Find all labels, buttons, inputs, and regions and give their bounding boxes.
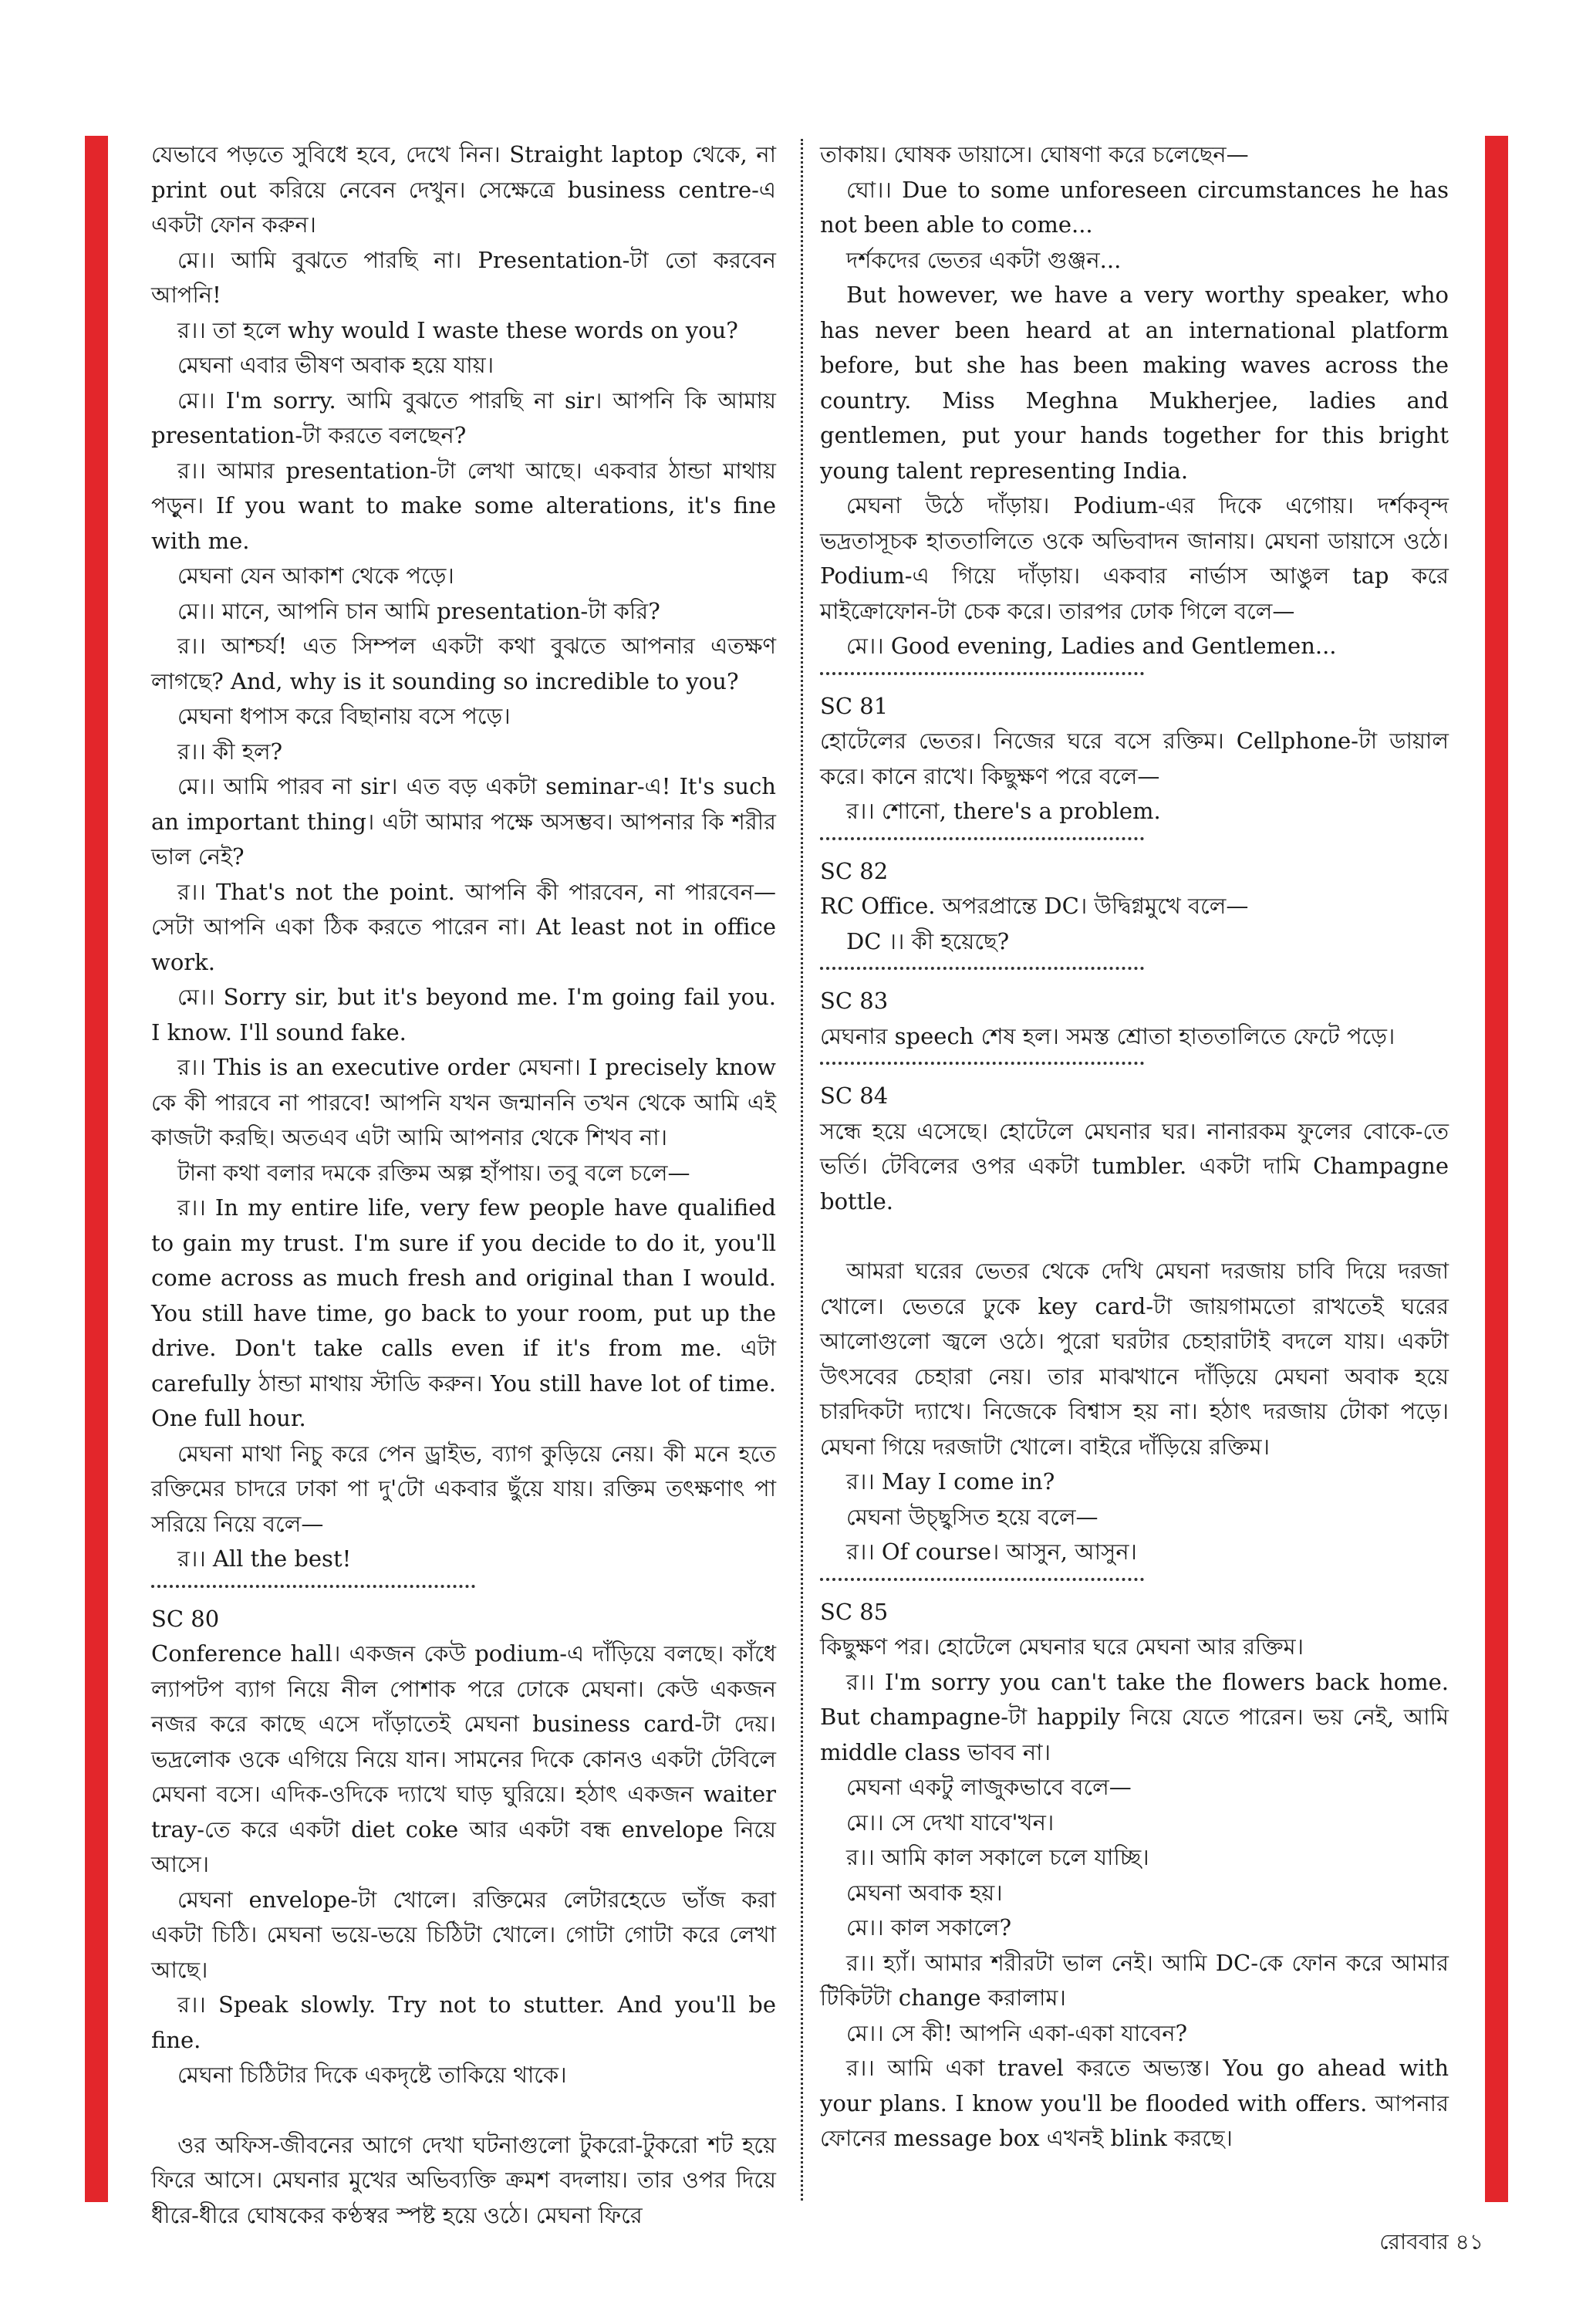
scene-heading: SC 85 xyxy=(820,1598,889,1625)
paragraph: মে।। I'm sorry. আমি বুঝতে পারছি না sir। আপনি কি আমায় presentation-টা করতে বলছেন? xyxy=(151,387,776,448)
paragraph: র।। Speak slowly. Try not to stutter. And you'll be fine. xyxy=(151,1991,776,2053)
page-footer: রোববার ৪১ xyxy=(1379,2229,1483,2255)
section-separator xyxy=(820,967,1144,970)
paragraph: মেঘনা ধপাস করে বিছানায় বসে পড়ে। xyxy=(177,703,511,729)
section-separator xyxy=(820,837,1144,840)
paragraph: মেঘনার speech শেষ হল। সমস্ত শ্রোতা হাততালিতে ফেটে পড়ে। xyxy=(820,1022,1395,1049)
paragraph: Conference hall। একজন কেউ podium-এ দাঁড়িয়ে বলছে। কাঁধে ল্যাপটপ ব্যাগ নিয়ে নীল পোশাক পরে ঢোকে মেঘনা। কেউ একজন নজর করে কাছে এসে দাঁড়াতেই মেঘনা business card-টা দেয়। ভদ্রলোক ওকে এগিয়ে নিয়ে যান। সামনের দিকে কোনও একটা টেবিলে মেঘনা বসে। এদিক-ওদিকে দ্যাখে ঘাড় ঘুরিয়ে। হঠাৎ একজন waiter tray-তে করে একটা diet coke আর একটা বন্ধ envelope নিয়ে আসে। xyxy=(151,1640,776,1877)
paragraph: মে।। আমি বুঝতে পারছি না। Presentation-টা তো করবেন আপনি! xyxy=(151,246,776,308)
section-separator xyxy=(820,1578,1144,1581)
paragraph: মে।। সে দেখা যাবে'খন। xyxy=(846,1809,1055,1836)
paragraph: ঘো।। Due to some unforeseen circumstances he has not been able to come... xyxy=(820,176,1449,238)
paragraph: র।। কী হল? xyxy=(177,738,283,765)
paragraph: র।। In my entire life, very few people have qualified to gain my trust. I'm sure if you decide to do it, you'll come across as much fresh and original than I would. You still have time, go back to your room, put up the drive. Don't take calls even if it's from me. এটা carefully ঠান্ডা মাথায় স্টাডি করুন। You still have lot of time. One full hour. xyxy=(151,1194,776,1431)
scene-heading: SC 80 xyxy=(151,1605,220,1632)
scene-heading: SC 81 xyxy=(820,692,889,719)
paragraph: মেঘনা যেন আকাশ থেকে পড়ে। xyxy=(177,562,454,589)
paragraph: র।। আমি একা travel করতে অভ্যস্ত। You go ahead with your plans. I know you'll be flooded with offers. আপনার ফোনের message box এখনই blink করছে। xyxy=(820,2055,1449,2151)
paragraph: র।। আমি কাল সকালে চলে যাচ্ছি। xyxy=(846,1844,1149,1870)
column-divider xyxy=(801,139,803,2201)
paragraph: র।। আমার presentation-টা লেখা আছে। একবার ঠান্ডা মাথায় পড়ুন। If you want to make some alterations, it's fine with me. xyxy=(151,457,776,554)
paragraph: মে।। সে কী! আপনি একা-একা যাবেন? xyxy=(846,2019,1188,2046)
paragraph: হোটেলের ভেতর। নিজের ঘরে বসে রক্তিম। Cellphone-টা ডায়াল করে। কানে রাখে। কিছুক্ষণ পরে বলে— xyxy=(820,728,1449,789)
paragraph: টানা কথা বলার দমকে রক্তিম অল্প হাঁপায়। তবু বলে চলে— xyxy=(177,1159,690,1186)
section-separator xyxy=(151,1585,475,1588)
paragraph: তাকায়। ঘোষক ডায়াসে। ঘোষণা করে চলেছেন— xyxy=(820,141,1249,167)
paragraph: র।। শোনো, there's a problem. xyxy=(846,798,1161,824)
paragraph: মেঘনা একটু লাজুকভাবে বলে— xyxy=(846,1774,1132,1800)
paragraph: মেঘনা এবার ভীষণ অবাক হয়ে যায়। xyxy=(177,352,494,378)
section-separator xyxy=(820,1062,1144,1065)
paragraph: মেঘনা চিঠিটার দিকে একদৃষ্টে তাকিয়ে থাকে। xyxy=(177,2062,567,2088)
paragraph: মেঘনা envelope-টা খোলে। রক্তিমের লেটারহেডে ভাঁজ করা একটা চিঠি। মেঘনা ভয়ে-ভয়ে চিঠিটা খোলে। গোটা গোটা করে লেখা আছে। xyxy=(151,1886,776,1983)
paragraph: দর্শকদের ভেতর একটা গুঞ্জন... xyxy=(846,246,1122,273)
paragraph: র।। আশ্চর্য! এত সিম্পল একটা কথা বুঝতে আপনার এতক্ষণ লাগছে? And, why is it sounding so incredible to you? xyxy=(151,633,776,694)
paragraph: মে।। আমি পারব না sir। এত বড় একটা seminar-এ! It's such an important thing। এটা আমার পক্ষে অসম্ভব। আপনার কি শরীর ভাল নেই? xyxy=(151,773,776,870)
scene-heading: SC 83 xyxy=(820,988,889,1014)
left-text-column xyxy=(151,137,776,2233)
paragraph: মেঘনা উচ্ছ্বসিত হয়ে বলে— xyxy=(846,1503,1098,1530)
left-red-margin-bar xyxy=(85,136,108,2202)
paragraph: র।। This is an executive order মেঘনা। I precisely know কে কী পারবে না পারবে! আপনি যখন জন্মাননি তখন থেকে আমি এই কাজটা করছি। অতএব এটা আমি আপনার থেকে শিখব না। xyxy=(151,1054,776,1150)
paragraph: মেঘনা মাথা নিচু করে পেন ড্রাইভ, ব্যাগ কুড়িয়ে নেয়। কী মনে হতে রক্তিমের চাদরে ঢাকা পা দু'টো একবার ছুঁয়ে যায়। রক্তিম তৎক্ষণাৎ পা সরিয়ে নিয়ে বলে— xyxy=(151,1440,776,1537)
paragraph: সন্ধে হয়ে এসেছে। হোটেলে মেঘনার ঘর। নানারকম ফুলের বোকে-তে ভর্তি। টেবিলের ওপর একটা tumbler. একটা দামি Champagne bottle. xyxy=(820,1117,1449,1214)
scene-heading: SC 84 xyxy=(820,1083,889,1109)
paragraph: র।। I'm sorry you can't take the flowers back home. But champagne-টা happily নিয়ে যেতে পারেন। ভয় নেই, আমি middle class ভাবব না। xyxy=(820,1668,1449,1765)
right-red-margin-bar xyxy=(1485,136,1508,2202)
section-separator xyxy=(820,672,1144,675)
paragraph: র।। Of course। আসুন, আসুন। xyxy=(846,1539,1137,1565)
paragraph: কিছুক্ষণ পর। হোটেলে মেঘনার ঘরে মেঘনা আর রক্তিম। xyxy=(820,1633,1304,1660)
paragraph: র।। All the best! xyxy=(177,1545,352,1572)
paragraph: মেঘনা অবাক হয়। xyxy=(846,1879,1003,1906)
paragraph: But however, we have a very worthy speaker, who has never been heard at an international platform before, but she has been making waves across the country. Miss Meghna Mukherjee, ladies and gentlemen, put your hands together for this bright young talent representing India. xyxy=(820,282,1449,484)
paragraph: মে।। Sorry sir, but it's beyond me. I'm going fail you. I know. I'll sound fake. xyxy=(151,984,776,1045)
paragraph: র।। May I come in? xyxy=(846,1468,1055,1495)
paragraph: DC ।। কী হয়েছে? xyxy=(846,927,1010,954)
paragraph: মে।। মানে, আপনি চান আমি presentation-টা করি? xyxy=(177,597,660,624)
scene-heading: SC 82 xyxy=(820,857,889,884)
paragraph: RC Office. অপরপ্রান্তে DC। উদ্বিগ্নমুখে বলে— xyxy=(820,893,1249,919)
paragraph: মে।। কাল সকালে? xyxy=(846,1914,1012,1941)
paragraph: আমরা ঘরের ভেতর থেকে দেখি মেঘনা দরজায় চাবি দিয়ে দরজা খোলে। ভেতরে ঢুকে key card-টা জায়গামতো রাখতেই ঘরের আলোগুলো জ্বলে ওঠে। পুরো ঘরটার চেহারাটাই বদলে যায়। একটা উৎসবের চেহারা নেয়। তার মাঝখানে দাঁড়িয়ে মেঘনা অবাক হয়ে চারদিকটা দ্যাখে। নিজেকে বিশ্বাস হয় না। হঠাৎ দরজায় টোকা পড়ে। মেঘনা গিয়ে দরজাটা খোলে। বাইরে দাঁড়িয়ে রক্তিম। xyxy=(820,1258,1449,1460)
paragraph: মে।। Good evening, Ladies and Gentlemen... xyxy=(846,633,1337,659)
paragraph: র।। তা হলে why would I waste these words on you? xyxy=(177,316,738,343)
paragraph: র।। That's not the point. আপনি কী পারবেন, না পারবেন—সেটা আপনি একা ঠিক করতে পারেন না। At least not in office work. xyxy=(151,878,776,975)
paragraph: ওর অফিস-জীবনের আগে দেখা ঘটনাগুলো টুকরো-টুকরো শট হয়ে ফিরে আসে। মেঘনার মুখের অভিব্যক্তি ক্রমশ বদলায়। তার ওপর দিয়ে ধীরে-ধীরে ঘোষকের কণ্ঠস্বর স্পষ্ট হয়ে ওঠে। মেঘনা ফিরে xyxy=(151,2131,776,2228)
paragraph: যেভাবে পড়তে সুবিধে হবে, দেখে নিন। Straight laptop থেকে, না print out করিয়ে নেবেন দেখুন। সেক্ষেত্রে business centre-এ একটা ফোন করুন। xyxy=(151,141,776,238)
right-text-column xyxy=(820,137,1449,2157)
paragraph: র।। হ্যাঁ। আমার শরীরটা ভাল নেই। আমি DC-কে ফোন করে আমার টিকিটটা change করালাম। xyxy=(820,1949,1449,2011)
paragraph: মেঘনা উঠে দাঁড়ায়। Podium-এর দিকে এগোয়। দর্শকবৃন্দ ভদ্রতাসূচক হাততালিতে ওকে অভিবাদন জানায়। মেঘনা ডায়াসে ওঠে। Podium-এ গিয়ে দাঁড়ায়। একবার নার্ভাস আঙুল tap করে মাইক্রোফোন-টা চেক করে। তারপর ঢোক গিলে বলে— xyxy=(820,492,1449,624)
